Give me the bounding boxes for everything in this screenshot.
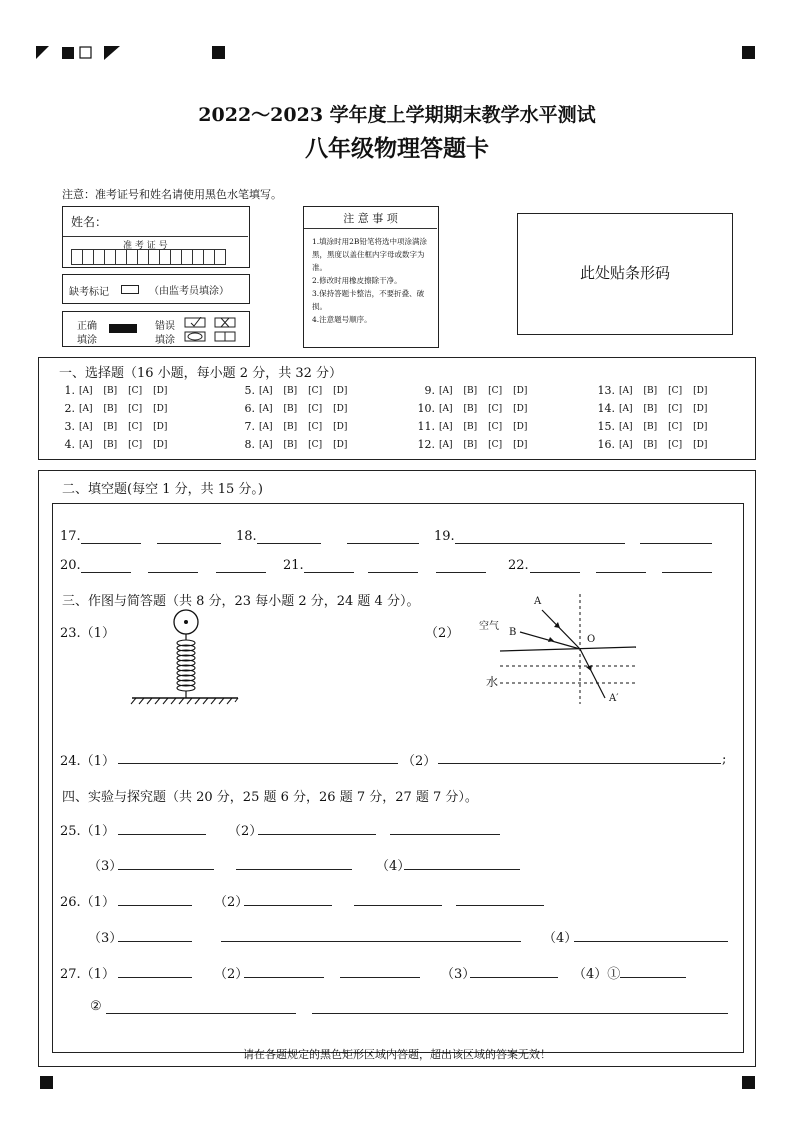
- mc-option-bubble[interactable]: [B]: [643, 403, 658, 414]
- spring-ball-diagram: [128, 608, 242, 712]
- mc-question-number: 7.: [244, 420, 255, 433]
- mc-question-row: [53, 402, 178, 415]
- mc-question-row: [233, 384, 358, 397]
- mc-question-row: [233, 438, 358, 451]
- mc-question-number: 8.: [244, 438, 255, 451]
- q27-1-blank[interactable]: [118, 977, 192, 978]
- q25-4-blank[interactable]: [404, 869, 520, 870]
- q27-5-blank-2[interactable]: [312, 1013, 728, 1014]
- q27-4-label: （4）①: [573, 967, 621, 982]
- q20-label: 20.: [60, 558, 81, 573]
- q22-blank-1[interactable]: [530, 572, 580, 573]
- mc-question-row: [233, 402, 358, 415]
- mc-question-row: [413, 384, 538, 397]
- mc-question-row: [593, 438, 718, 451]
- q19-blank-1[interactable]: [455, 543, 625, 544]
- exam-year-title: 2022～2023 学年度上学期期末教学水平测试: [198, 104, 596, 126]
- mc-question-number: 12.: [417, 438, 435, 451]
- mc-question-number: 6.: [244, 402, 255, 415]
- section1-title: 一、选择题（16 小题，每小题 2 分，共 32 分）: [59, 366, 343, 381]
- q27-5-blank-1[interactable]: [106, 1013, 296, 1014]
- q22-label: 22.: [508, 558, 529, 573]
- mc-option-bubble[interactable]: [D]: [153, 421, 168, 432]
- mc-option-bubble[interactable]: [B]: [283, 385, 298, 396]
- mc-question-row: [413, 420, 538, 433]
- note-item: 3.保持答题卡整洁，不要折叠、破损。: [312, 289, 425, 311]
- q26-3-blank-2[interactable]: [221, 941, 521, 942]
- wrong-label: 错误: [155, 321, 175, 332]
- mc-question-row: [53, 384, 178, 397]
- mc-question-row: [593, 384, 718, 397]
- mc-option-bubble[interactable]: [B]: [283, 421, 298, 432]
- note-item: 1.填涂时用2B铅笔将选中项涂满涂黑，黑度以盖住框内字母或数字为准。: [312, 237, 427, 272]
- mc-option-bubble[interactable]: [A]: [79, 421, 93, 432]
- mc-option-bubble[interactable]: [A]: [619, 403, 633, 414]
- mc-option-bubble[interactable]: [C]: [668, 421, 683, 432]
- q24-2-label: （2）: [402, 754, 437, 769]
- mc-question-row: [593, 420, 718, 433]
- mc-option-bubble[interactable]: [B]: [643, 385, 658, 396]
- mc-question-row: [593, 402, 718, 415]
- mc-option-bubble[interactable]: [A]: [259, 403, 273, 414]
- mc-option-bubble[interactable]: [B]: [103, 439, 118, 450]
- answer-inner-frame: [52, 503, 744, 1053]
- mc-option-bubble[interactable]: [A]: [79, 385, 93, 396]
- mc-option-bubble[interactable]: [B]: [643, 439, 658, 450]
- q25-3-blank-2[interactable]: [236, 869, 352, 870]
- mc-question-row: [413, 402, 538, 415]
- registration-square: [742, 46, 755, 59]
- fill-example-box: [62, 311, 250, 347]
- multiple-choice-section: [38, 357, 756, 460]
- barcode-area: [517, 213, 733, 335]
- mc-option-bubble[interactable]: [A]: [439, 403, 453, 414]
- note-item: 4.注意题号顺序。: [312, 315, 372, 324]
- mc-question-number: 10.: [417, 402, 435, 415]
- q26-1-label: 26.（1）: [60, 895, 115, 910]
- mc-option-bubble[interactable]: [B]: [463, 421, 478, 432]
- absent-checkbox[interactable]: [121, 285, 139, 294]
- mc-question-number: 13.: [597, 384, 615, 397]
- q19-blank-2[interactable]: [640, 543, 712, 544]
- q21-blank-3[interactable]: [436, 572, 486, 573]
- q27-1-label: 27.（1）: [60, 967, 115, 982]
- q24-2-blank[interactable]: [438, 763, 721, 764]
- exam-number-cells[interactable]: [71, 249, 225, 269]
- mc-option-bubble[interactable]: [C]: [488, 439, 503, 450]
- section2-title: 二、填空题(每空 1 分，共 15 分。): [62, 482, 263, 497]
- q26-2-blank-1[interactable]: [244, 905, 332, 906]
- mc-question-number: 2.: [64, 402, 75, 415]
- q26-4-label: （4）: [543, 931, 578, 946]
- mc-option-bubble[interactable]: [C]: [488, 385, 503, 396]
- q24-end-mark: ;: [722, 752, 727, 767]
- q24-1-blank[interactable]: [118, 763, 398, 764]
- q27-5-label: ②: [90, 999, 102, 1014]
- section4-title: 四、实验与探究题（共 20 分，25 题 6 分，26 题 7 分，27 题 7 分）。: [62, 790, 478, 805]
- mc-option-bubble[interactable]: [D]: [693, 385, 708, 396]
- mc-option-bubble[interactable]: [D]: [153, 385, 168, 396]
- q27-2-blank-2[interactable]: [340, 977, 420, 978]
- mc-option-bubble[interactable]: [D]: [513, 439, 528, 450]
- mc-option-bubble[interactable]: [D]: [693, 439, 708, 450]
- air-label: 空气: [479, 621, 499, 632]
- mc-option-bubble[interactable]: [A]: [439, 421, 453, 432]
- footer-warning: 请在各题规定的黑色矩形区域内答题，超出该区域的答案无效！: [243, 1048, 551, 1061]
- q23-2-label: （2）: [425, 626, 460, 641]
- mc-option-bubble[interactable]: [B]: [103, 421, 118, 432]
- registration-square: [40, 1076, 53, 1089]
- q24-1-label: 24.（1）: [60, 754, 115, 769]
- q20-blank-3[interactable]: [216, 572, 266, 573]
- mc-question-row: [233, 420, 358, 433]
- mc-option-bubble[interactable]: [D]: [513, 385, 528, 396]
- mc-question-number: 1.: [64, 384, 75, 397]
- q27-3-blank[interactable]: [470, 977, 558, 978]
- mc-grid: [53, 384, 753, 456]
- mc-question-number: 5.: [244, 384, 255, 397]
- exam-number-label: 准 考 证 号: [123, 241, 168, 251]
- mc-option-bubble[interactable]: [C]: [308, 421, 323, 432]
- q26-2-label: （2）: [214, 895, 249, 910]
- q21-label: 21.: [283, 558, 304, 573]
- q17-blank-2[interactable]: [157, 543, 221, 544]
- mc-question-row: [53, 438, 178, 451]
- mc-option-bubble[interactable]: [A]: [439, 439, 453, 450]
- mc-option-bubble[interactable]: [A]: [439, 385, 453, 396]
- mc-option-bubble[interactable]: [C]: [128, 385, 143, 396]
- mc-option-bubble[interactable]: [A]: [79, 403, 93, 414]
- mc-option-bubble[interactable]: [D]: [693, 421, 708, 432]
- q25-4-label: （4）: [376, 859, 411, 874]
- mc-option-bubble[interactable]: [A]: [259, 385, 273, 396]
- note-item: 2.修改时用橡皮擦除干净。: [312, 276, 402, 285]
- refraction-diagram: [476, 592, 646, 710]
- registration-marks: [36, 46, 126, 62]
- q26-2-blank-2[interactable]: [354, 905, 442, 906]
- ray-a-prime-label: A′: [609, 693, 619, 704]
- q26-2-blank-3[interactable]: [456, 905, 544, 906]
- mc-option-bubble[interactable]: [C]: [488, 421, 503, 432]
- ray-b-label: B: [509, 627, 517, 638]
- mc-question-number: 16.: [597, 438, 615, 451]
- notice-text: 注意：准考证号和姓名请使用黑色水笔填写。: [62, 188, 282, 201]
- mc-option-bubble[interactable]: [B]: [283, 403, 298, 414]
- q26-4-blank[interactable]: [574, 941, 728, 942]
- registration-square: [742, 1076, 755, 1089]
- mc-question-number: 9.: [424, 384, 435, 397]
- q25-1-label: 25.（1）: [60, 824, 115, 839]
- mc-option-bubble[interactable]: [D]: [333, 385, 348, 396]
- q20-blank-2[interactable]: [148, 572, 198, 573]
- mc-option-bubble[interactable]: [D]: [513, 403, 528, 414]
- mc-option-bubble[interactable]: [B]: [103, 403, 118, 414]
- absent-box: [62, 274, 250, 304]
- mc-question-number: 4.: [64, 438, 75, 451]
- mc-option-bubble[interactable]: [C]: [128, 403, 143, 414]
- mc-option-bubble[interactable]: [B]: [463, 439, 478, 450]
- mc-option-bubble[interactable]: [A]: [619, 421, 633, 432]
- mc-option-bubble[interactable]: [A]: [259, 421, 273, 432]
- mc-option-bubble[interactable]: [D]: [513, 421, 528, 432]
- ray-a-label: A: [534, 596, 542, 607]
- registration-square: [212, 46, 225, 59]
- notes-title: 注 意 事 项: [343, 212, 398, 225]
- q18-blank-2[interactable]: [347, 543, 419, 544]
- mc-question-number: 14.: [597, 402, 615, 415]
- name-box: [62, 206, 250, 268]
- wrong-fill-samples: [183, 317, 243, 345]
- q21-blank-1[interactable]: [304, 572, 354, 573]
- q17-blank-1[interactable]: [81, 543, 141, 544]
- mc-option-bubble[interactable]: [B]: [283, 439, 298, 450]
- mc-option-bubble[interactable]: [B]: [463, 403, 478, 414]
- mc-question-row: [413, 438, 538, 451]
- q22-blank-2[interactable]: [596, 572, 646, 573]
- mc-option-bubble[interactable]: [B]: [103, 385, 118, 396]
- mc-option-bubble[interactable]: [D]: [153, 439, 168, 450]
- mc-question-number: 15.: [597, 420, 615, 433]
- mc-option-bubble[interactable]: [D]: [333, 403, 348, 414]
- q25-2-label: （2）: [228, 824, 263, 839]
- q25-1-blank[interactable]: [118, 834, 206, 835]
- answer-sheet-title: 八年级物理答题卡: [305, 135, 489, 162]
- q25-3-label: （3）: [88, 859, 123, 874]
- correct-label-2: 填涂: [77, 335, 97, 346]
- q25-3-blank-1[interactable]: [118, 869, 214, 870]
- q18-label: 18.: [236, 529, 257, 544]
- q25-2-blank-2[interactable]: [390, 834, 500, 835]
- notes-box: [303, 206, 439, 348]
- mc-option-bubble[interactable]: [D]: [333, 439, 348, 450]
- q22-blank-3[interactable]: [662, 572, 712, 573]
- mc-question-number: 3.: [64, 420, 75, 433]
- mc-option-bubble[interactable]: [C]: [488, 403, 503, 414]
- q27-4-blank[interactable]: [620, 977, 686, 978]
- mc-option-bubble[interactable]: [C]: [668, 439, 683, 450]
- q21-blank-2[interactable]: [368, 572, 418, 573]
- mc-option-bubble[interactable]: [A]: [259, 439, 273, 450]
- point-o-label: O: [587, 634, 596, 645]
- mc-question-row: [53, 420, 178, 433]
- q26-1-blank[interactable]: [118, 905, 192, 906]
- q19-label: 19.: [434, 529, 455, 544]
- mc-option-bubble[interactable]: [C]: [308, 403, 323, 414]
- mc-option-bubble[interactable]: [B]: [463, 385, 478, 396]
- q26-3-label: （3）: [88, 931, 123, 946]
- q27-2-label: （2）: [214, 967, 249, 982]
- mc-question-number: 11.: [417, 420, 435, 433]
- mc-option-bubble[interactable]: [A]: [79, 439, 93, 450]
- mc-option-bubble[interactable]: [D]: [153, 403, 168, 414]
- water-label: 水: [486, 675, 499, 689]
- section3-title: 三、作图与简答题（共 8 分，23 每小题 2 分，24 题 4 分）。: [62, 594, 420, 609]
- barcode-label: 此处贴条形码: [579, 264, 670, 282]
- q17-label: 17.: [60, 529, 81, 544]
- wrong-label-2: 填涂: [155, 335, 175, 346]
- q23-label: 23.（1）: [60, 626, 115, 641]
- q18-blank-1[interactable]: [257, 543, 321, 544]
- mc-option-bubble[interactable]: [C]: [668, 403, 683, 414]
- mc-option-bubble[interactable]: [A]: [619, 439, 633, 450]
- mc-option-bubble[interactable]: [C]: [668, 385, 683, 396]
- mc-option-bubble[interactable]: [D]: [693, 403, 708, 414]
- correct-label: 正确: [77, 321, 97, 332]
- q27-3-label: （3）: [441, 967, 476, 982]
- name-label: 姓名：: [71, 215, 108, 229]
- mc-option-bubble[interactable]: [D]: [333, 421, 348, 432]
- mc-option-bubble[interactable]: [C]: [128, 439, 143, 450]
- absent-label: 缺考标记: [69, 287, 109, 298]
- absent-note: （由监考员填涂）: [149, 286, 229, 297]
- mc-option-bubble[interactable]: [B]: [643, 421, 658, 432]
- q26-3-blank-1[interactable]: [118, 941, 192, 942]
- correct-fill-sample: [109, 324, 137, 333]
- q20-blank-1[interactable]: [81, 572, 131, 573]
- mc-option-bubble[interactable]: [C]: [308, 385, 323, 396]
- mc-option-bubble[interactable]: [A]: [619, 385, 633, 396]
- mc-option-bubble[interactable]: [C]: [308, 439, 323, 450]
- q25-2-blank-1[interactable]: [258, 834, 376, 835]
- mc-option-bubble[interactable]: [C]: [128, 421, 143, 432]
- q27-2-blank-1[interactable]: [244, 977, 324, 978]
